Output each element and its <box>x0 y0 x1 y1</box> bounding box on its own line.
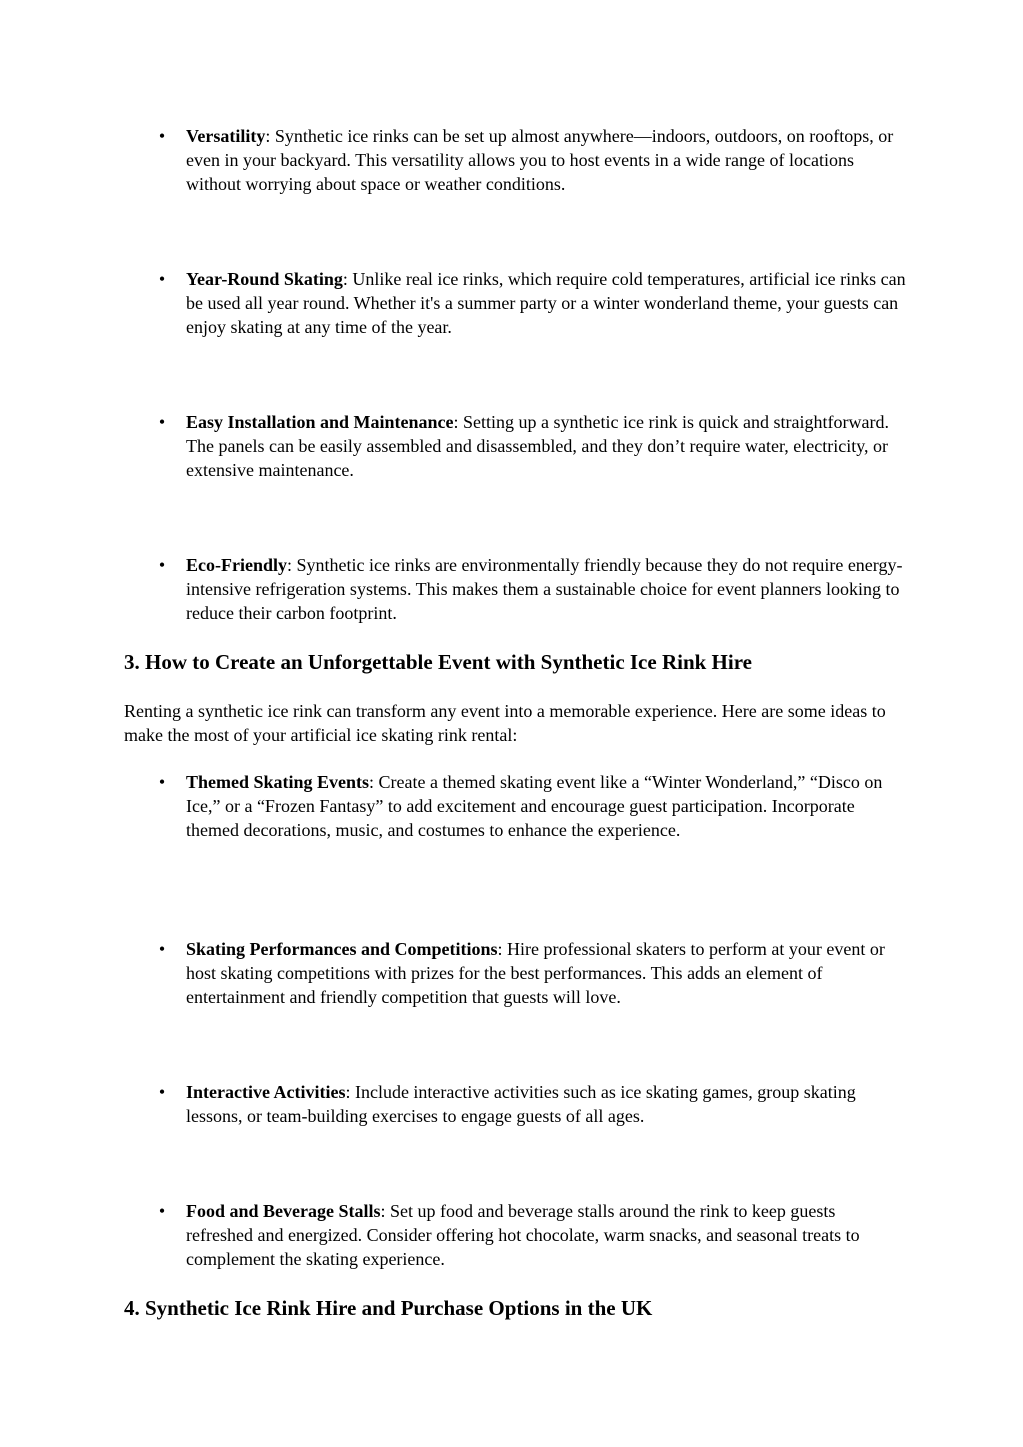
item-term: Year-Round Skating <box>186 269 343 289</box>
bullet-icon: • <box>158 1201 166 1221</box>
bullet-icon: • <box>158 772 166 792</box>
list-item-versatility <box>158 124 906 196</box>
item-text: : Synthetic ice rinks are environmentally friendly because they do not require energy-intensive refrigeration systems. This makes them a sustainable choice for event planners looking to reduce their carbon footprint. <box>186 555 903 623</box>
list-item-year-round-skating <box>158 267 906 339</box>
item-text: : Hire professional skaters to perform at your event or host skating competitions with prizes for the best performances. This adds an element of entertainment and friendly competition that guests will love. <box>186 939 885 1007</box>
item-text: : Include interactive activities such as ice skating games, group skating lessons, or team-building exercises to engage guests of all ages. <box>186 1082 856 1126</box>
list-item-eco-friendly <box>158 553 906 625</box>
bullet-icon: • <box>158 1082 166 1102</box>
bullet-icon: • <box>158 269 166 289</box>
list-item-easy-installation <box>158 410 906 482</box>
item-text: : Synthetic ice rinks can be set up almost anywhere—indoors, outdoors, on rooftops, or even in your backyard. This versatility allows you to host events in a wide range of locations without worrying about space or weather conditions. <box>186 126 894 194</box>
item-term: Versatility <box>186 126 266 146</box>
item-term: Food and Beverage Stalls <box>186 1201 381 1221</box>
item-term: Skating Performances and Competitions <box>186 939 498 959</box>
section-4-heading: 4. Synthetic Ice Rink Hire and Purchase Options in the UK <box>124 1296 653 1320</box>
list-item-skating-performances <box>158 937 906 1009</box>
bullet-icon: • <box>158 555 166 575</box>
list-item-interactive-activities <box>158 1080 906 1128</box>
item-term: Themed Skating Events <box>186 772 370 792</box>
item-text: : Create a themed skating event like a “Winter Wonderland,” “Disco on Ice,” or a “Frozen Fantasy” to add excitement and encourage guest participation. Incorporate themed decorations, music, and costumes to enhance the experience. <box>186 772 883 840</box>
item-text: : Set up food and beverage stalls around the rink to keep guests refreshed and energized. Consider offering hot chocolate, warm snacks, and seasonal treats to complement the skating experience. <box>186 1201 860 1269</box>
list-item-themed-skating-events <box>158 770 906 842</box>
bullet-icon: • <box>158 939 166 959</box>
item-term: Interactive Activities <box>186 1082 346 1102</box>
bullet-icon: • <box>158 412 166 432</box>
bullet-icon: • <box>158 126 166 146</box>
item-text: : Unlike real ice rinks, which require cold temperatures, artificial ice rinks can be used all year round. Whether it's a summer party or a winter wonderland theme, your guests can enjoy skating at any time of the year. <box>186 269 906 337</box>
item-term: Eco-Friendly <box>186 555 287 575</box>
list-item-food-and-beverage <box>158 1199 906 1271</box>
section-3-intro: Renting a synthetic ice rink can transform any event into a memorable experience. Here are some ideas to make the most of your artificial ice skating rink rental: <box>124 701 886 745</box>
section-3-heading: 3. How to Create an Unforgettable Event with Synthetic Ice Rink Hire <box>124 650 752 674</box>
item-text: : Setting up a synthetic ice rink is quick and straightforward. The panels can be easily assembled and disassembled, and they don’t require water, electricity, or extensive maintenance. <box>186 412 889 480</box>
item-term: Easy Installation and Maintenance <box>186 412 454 432</box>
